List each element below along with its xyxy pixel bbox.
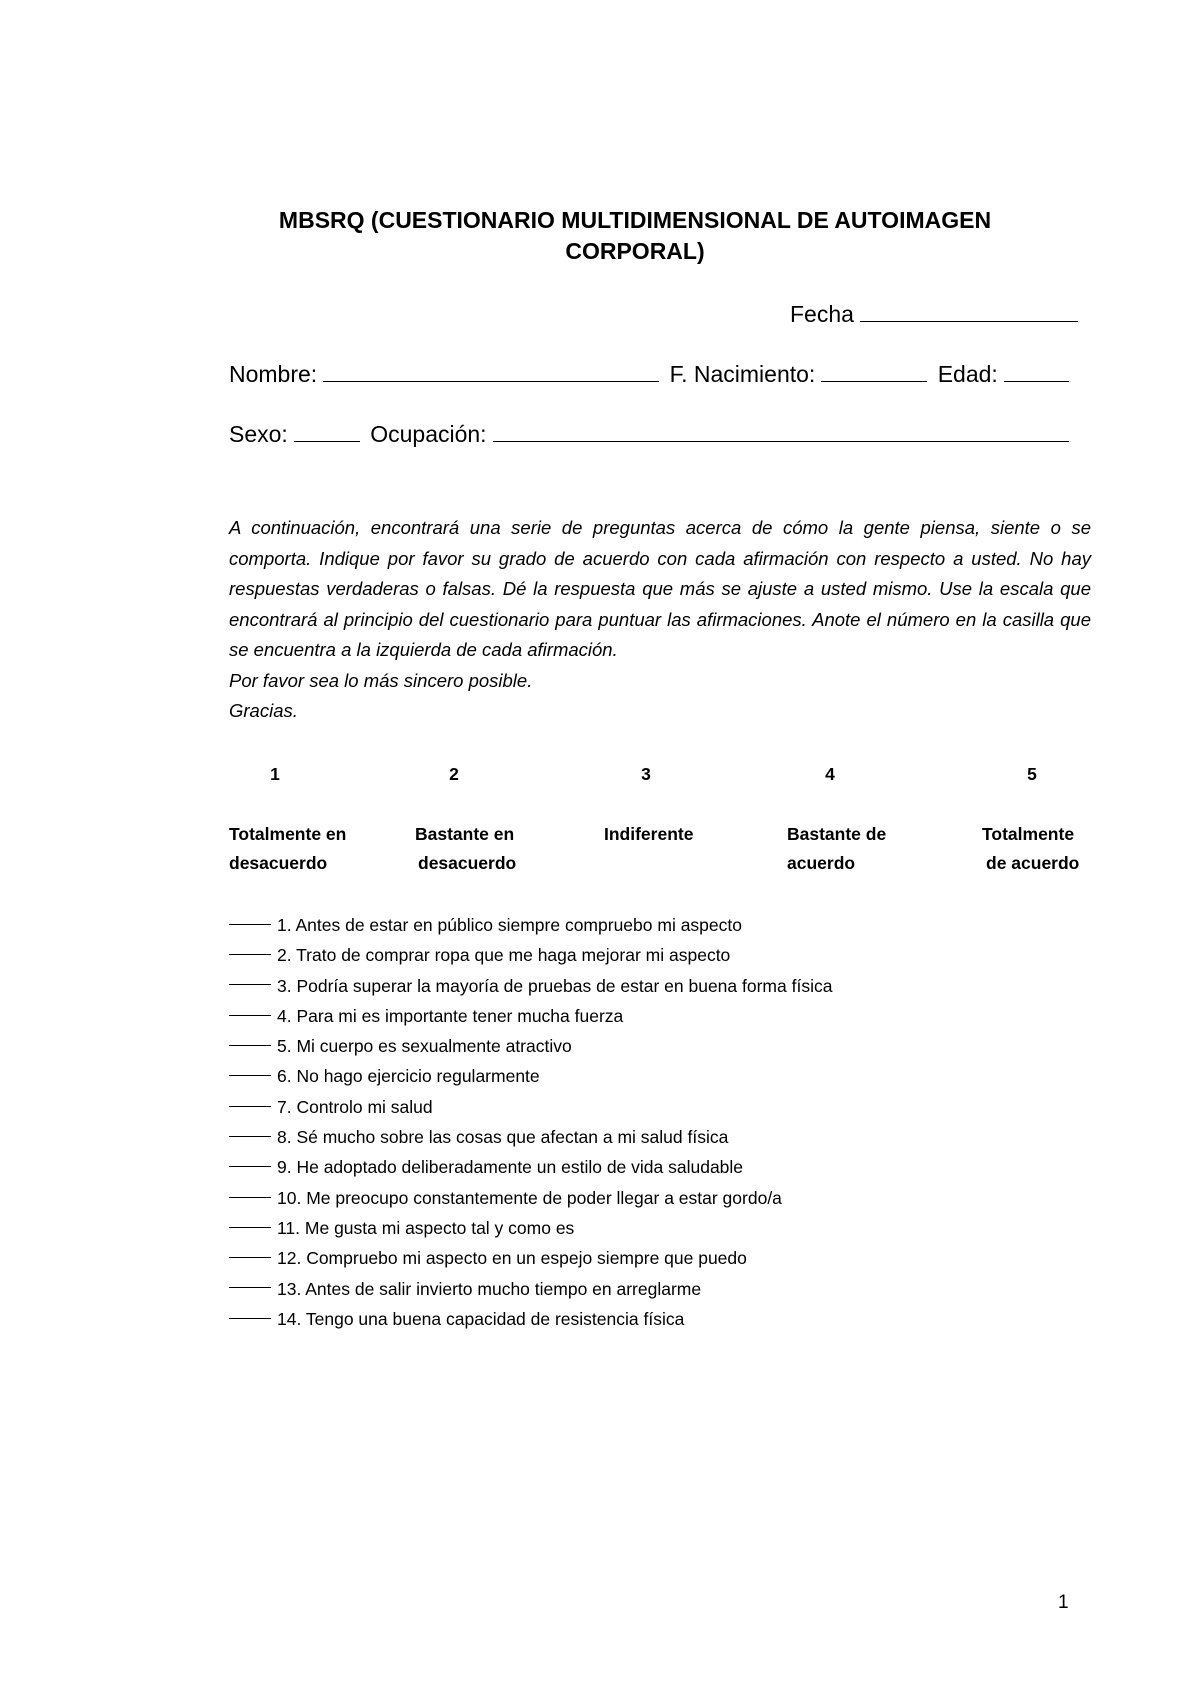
scale-label-4-line-2: acuerdo (787, 853, 856, 873)
answer-blank-11[interactable] (229, 1227, 271, 1228)
question-list (229, 910, 1089, 1334)
answer-blank-2[interactable] (229, 954, 271, 955)
name-blank[interactable] (323, 361, 659, 382)
question-item-6 (229, 1061, 1089, 1091)
question-item-3 (229, 971, 1089, 1001)
question-item-14 (229, 1304, 1089, 1334)
scale-label-3-line-1: Indiferente (604, 824, 694, 844)
sex-blank[interactable] (294, 421, 360, 442)
scale-label-1-line-2: desacuerdo (229, 853, 328, 873)
sex-occupation-row (229, 420, 1069, 448)
question-item-9 (229, 1152, 1089, 1182)
question-item-1 (229, 910, 1089, 940)
title-line-2: CORPORAL) (565, 238, 705, 264)
sex-label: Sexo: (229, 421, 288, 447)
scale-number-1: 1 (270, 764, 280, 784)
age-label: Edad: (937, 361, 998, 387)
question-text-13: 13. Antes de salir invierto mucho tiempo en arreglarme (277, 1278, 702, 1299)
scale-label-2 (415, 820, 516, 878)
answer-blank-10[interactable] (229, 1197, 271, 1198)
age-blank[interactable] (1004, 361, 1069, 382)
question-item-13 (229, 1274, 1089, 1304)
answer-blank-14[interactable] (229, 1318, 271, 1319)
birth-date-blank[interactable] (821, 361, 927, 382)
scale-label-5-line-2: de acuerdo (986, 853, 1080, 873)
scale-label-3 (604, 820, 693, 849)
name-birth-age-row (229, 360, 1069, 388)
question-item-5 (229, 1031, 1089, 1061)
date-blank[interactable] (860, 301, 1078, 322)
scale-label-5 (982, 820, 1079, 878)
question-text-14: 14. Tengo una buena capacidad de resistencia física (277, 1308, 685, 1329)
name-label: Nombre: (229, 361, 318, 387)
birth-date-label: F. Nacimiento: (669, 361, 816, 387)
instructions-thanks: Gracias. (229, 700, 298, 721)
question-text-3: 3. Podría superar la mayoría de pruebas de estar en buena forma física (277, 975, 833, 996)
document-title (200, 205, 1070, 267)
scale-number-5: 5 (1027, 764, 1037, 784)
date-label: Fecha (790, 301, 854, 327)
answer-blank-7[interactable] (229, 1106, 271, 1107)
instructions-paragraph: A continuación, encontrará una serie de preguntas acerca de cómo la gente piensa, siente o se comporta. Indique por favor su grado de acuerdo con cada afirmación con respecto a usted. No hay respuestas verdaderas o falsas. Dé la respuesta que más se ajuste a usted mismo. Use la escala que encontrará al principio del cuestionario para puntuar las afirmaciones. Anote el número en la casilla que se encuentra a la izquierda de cada afirmación. (229, 517, 1091, 660)
scale-label-1 (229, 820, 346, 878)
question-text-4: 4. Para mi es importante tener mucha fuerza (277, 1005, 624, 1026)
question-item-4 (229, 1001, 1089, 1031)
answer-blank-4[interactable] (229, 1015, 271, 1016)
occupation-blank[interactable] (493, 421, 1069, 442)
answer-blank-3[interactable] (229, 984, 271, 985)
scale-number-3: 3 (641, 764, 651, 784)
scale-label-1-line-1: Totalmente en (229, 824, 347, 844)
question-text-9: 9. He adoptado deliberadamente un estilo de vida saludable (277, 1157, 744, 1178)
question-text-8: 8. Sé mucho sobre las cosas que afectan a mi salud física (277, 1127, 729, 1148)
date-field-row (790, 300, 1078, 328)
question-text-2: 2. Trato de comprar ropa que me haga mejorar mi aspecto (277, 945, 731, 966)
answer-blank-6[interactable] (229, 1075, 271, 1076)
question-item-10 (229, 1183, 1089, 1213)
question-text-7: 7. Controlo mi salud (277, 1096, 433, 1117)
answer-blank-8[interactable] (229, 1136, 271, 1137)
scale-number-2: 2 (449, 764, 459, 784)
question-text-6: 6. No hago ejercicio regularmente (277, 1066, 540, 1087)
occupation-label: Ocupación: (370, 421, 487, 447)
answer-blank-9[interactable] (229, 1166, 271, 1167)
question-text-10: 10. Me preocupo constantemente de poder llegar a estar gordo/a (277, 1187, 782, 1208)
answer-blank-13[interactable] (229, 1287, 271, 1288)
scale-number-4: 4 (825, 764, 835, 784)
scale-label-2-line-2: desacuerdo (418, 853, 517, 873)
instructions-sincerity: Por favor sea lo más sincero posible. (229, 669, 533, 691)
page-number: 1 (1058, 1592, 1069, 1613)
scale-label-4 (787, 820, 886, 878)
scale-label-4-line-1: Bastante de (787, 824, 887, 844)
question-text-1: 1. Antes de estar en público siempre compruebo mi aspecto (277, 915, 742, 935)
question-item-8 (229, 1122, 1089, 1152)
answer-blank-12[interactable] (229, 1257, 271, 1258)
answer-blank-5[interactable] (229, 1045, 271, 1046)
question-item-2 (229, 940, 1089, 970)
instructions-block (229, 513, 1091, 727)
question-text-5: 5. Mi cuerpo es sexualmente atractivo (277, 1036, 572, 1057)
scale-label-2-line-1: Bastante en (415, 824, 515, 844)
title-line-1: MBSRQ (CUESTIONARIO MULTIDIMENSIONAL DE AUTOIMAGEN (278, 207, 992, 233)
scale-label-5-line-1: Totalmente (982, 824, 1075, 844)
question-item-12 (229, 1243, 1089, 1273)
question-text-11: 11. Me gusta mi aspecto tal y como es (277, 1217, 575, 1238)
question-text-12: 12. Compruebo mi aspecto en un espejo siempre que puedo (277, 1248, 747, 1269)
answer-blank-1[interactable] (229, 924, 271, 925)
question-item-7 (229, 1092, 1089, 1122)
question-item-11 (229, 1213, 1089, 1243)
